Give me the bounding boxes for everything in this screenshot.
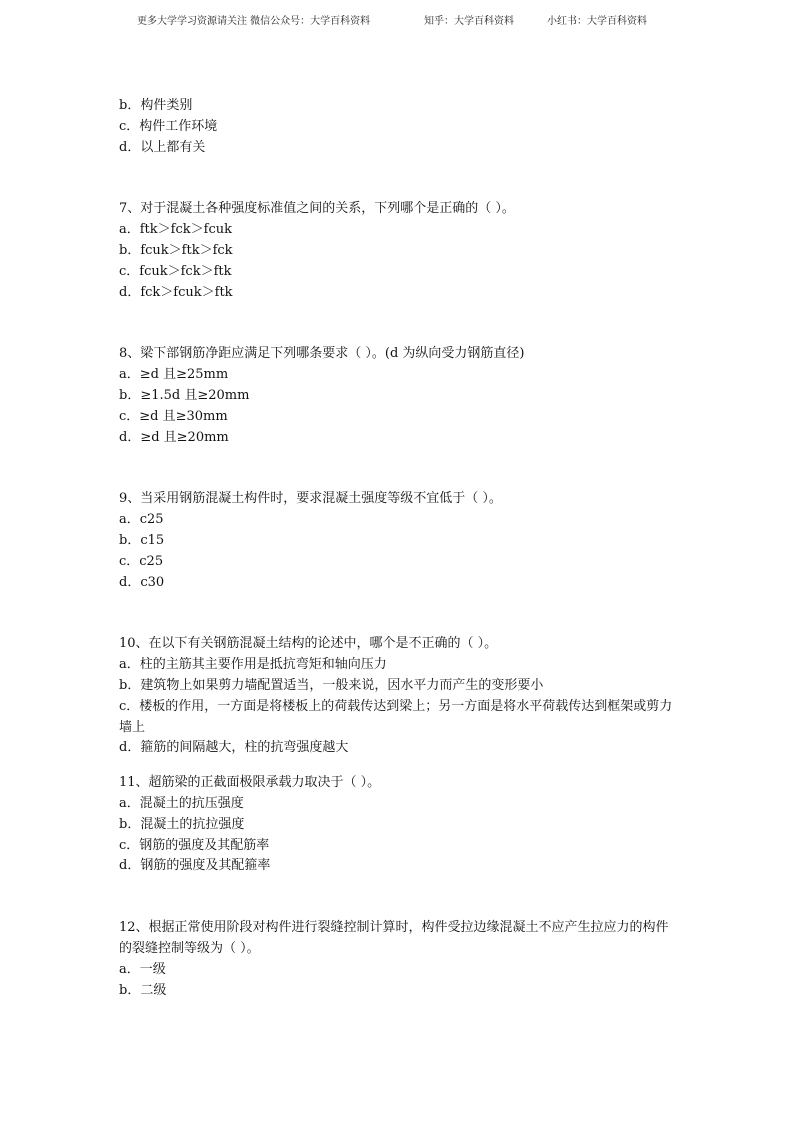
question-7 [119, 199, 679, 303]
option: b．构件类别 [119, 98, 193, 113]
question-stem: 9、当采用钢筋混凝土构件时，要求混凝土强度等级不宜低于（ ）。 [119, 491, 502, 507]
question-12 [119, 918, 679, 1001]
question-list [119, 96, 679, 1001]
question-stem: 7、对于混凝土各种强度标准值之间的关系，下列哪个是正确的（ ）。 [119, 201, 515, 217]
header-zhihu: 知乎：大学百科资料 [424, 16, 514, 27]
option: b．二级 [119, 982, 167, 998]
option: b．混凝土的抗拉强度 [119, 816, 245, 832]
option: c．构件工作环境 [119, 118, 218, 134]
option: d．钢筋的强度及其配箍率 [119, 858, 271, 874]
option: a．c25 [119, 512, 164, 528]
question-stem: 10、在以下有关钢筋混凝土结构的论述中，哪个是不正确的（ ）。 [119, 636, 498, 652]
option: a．ftk＞fck＞fcuk [119, 222, 232, 238]
option: d．c30 [119, 574, 165, 590]
question-stem: 12、根据正常使用阶段对构件进行裂缝控制计算时，构件受拉边缘混凝土不应产生拉应力的构件的裂缝控制等级为（ ）。 [119, 920, 669, 956]
option: c．fcuk＞fck＞ftk [119, 263, 232, 279]
option: a．≥d 且≥25mm [119, 367, 229, 383]
question-stem: 8、梁下部钢筋净距应满足下列哪条要求（ ）。(d 为纵向受力钢筋直径) [119, 346, 525, 362]
option: c．钢筋的强度及其配筋率 [119, 837, 270, 853]
header-xiaohongshu: 小红书：大学百科资料 [547, 16, 647, 27]
option: b．fcuk＞ftk＞fck [119, 242, 233, 258]
option: a．柱的主筋其主要作用是抵抗弯矩和轴向压力 [119, 657, 387, 673]
option: d．箍筋的间隔越大，柱的抗弯强度越大 [119, 740, 349, 756]
previous-question-options [119, 96, 679, 158]
question-11 [119, 773, 679, 877]
option: c．楼板的作用，一方面是将楼板上的荷载传达到梁上；另一方面是将水平荷载传达到框架或剪力墙上 [119, 698, 673, 735]
question-8 [119, 344, 679, 448]
option: b．c15 [119, 532, 165, 548]
option: a．混凝土的抗压强度 [119, 795, 244, 811]
question-10 [119, 634, 679, 759]
option: b．≥1.5d 且≥20mm [119, 387, 250, 403]
option: c．c25 [119, 553, 164, 569]
option: a．一级 [119, 961, 166, 977]
option: c．≥d 且≥30mm [119, 408, 228, 424]
question-9 [119, 489, 679, 593]
header-wechat: 更多大学学习资源请关注 微信公众号：大学百科资料 [137, 16, 371, 27]
option: d．fck＞fcuk＞ftk [119, 284, 233, 300]
option: b．建筑物上如果剪力墙配置适当，一般来说，因水平力而产生的变形要小 [119, 677, 544, 693]
question-stem: 11、超筋梁的正截面极限承载力取决于（ ）。 [119, 775, 381, 791]
option: d．以上都有关 [119, 139, 206, 155]
option: d．≥d 且≥20mm [119, 429, 229, 445]
